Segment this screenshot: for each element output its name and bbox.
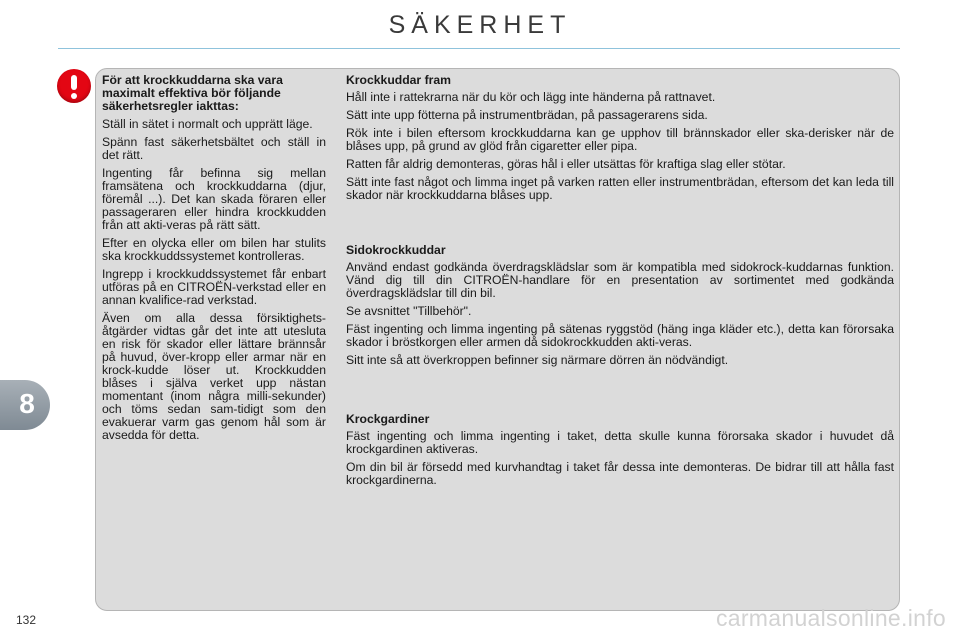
warning-paragraph: Ingrepp i krockkuddssystemet får enbart utföras på en CITROËN-verkstad eller en annan kvalifice-rad verkstad. bbox=[102, 267, 326, 307]
watermark: carmanualsonline.info bbox=[715, 605, 946, 631]
warning-paragraph: Spänn fast säkerhetsbältet och ställ in det rätt. bbox=[102, 135, 326, 162]
chapter-tab bbox=[0, 380, 50, 430]
warning-column bbox=[102, 74, 326, 447]
warning-paragraph: Ställ in sätet i normalt och upprätt läge. bbox=[102, 117, 313, 131]
section-paragraph: Ratten får aldrig demonteras, göras hål i eller utsättas för kraftiga slag eller stötar. bbox=[346, 157, 786, 171]
section-title: Krockkuddar fram bbox=[346, 73, 451, 87]
section-paragraph: Om din bil är försedd med kurvhandtag i taket får dessa inte demonteras. De bidrar till att hålla fast krockgardinerna. bbox=[346, 460, 894, 487]
section-paragraph: Sätt inte fast något och limma inget på varken ratten eller instrumentbrädan, eftersom det kan leda till skador när krockkuddarna blåses upp. bbox=[346, 175, 894, 202]
title-divider bbox=[58, 48, 900, 49]
section-side-airbags bbox=[346, 244, 894, 372]
section-paragraph: Sätt inte upp fötterna på instrumentbrädan, på passagerarens sida. bbox=[346, 108, 708, 122]
page-number: 132 bbox=[16, 613, 37, 627]
section-title: Sidokrockkuddar bbox=[346, 243, 446, 257]
section-paragraph: Sitt inte så att överkroppen befinner sig närmare dörren än nödvändigt. bbox=[346, 353, 729, 367]
section-paragraph: Använd endast godkända överdragsklädslar som är kompatibla med sidokrock-kuddarnas funktion. Vänd dig till din CITROËN-handlare för en presentation av sortimentet med godkända överdragsklädslar till din bil. bbox=[346, 260, 894, 300]
section-paragraph: Fäst ingenting och limma ingenting i taket, detta skulle kunna förorsaka skador i huvudet då krockgardinen aktiveras. bbox=[346, 429, 894, 456]
section-paragraph: Håll inte i rattekrarna när du kör och lägg inte händerna på rattnavet. bbox=[346, 90, 716, 104]
warning-paragraph: Ingenting får befinna sig mellan framsätena och krockkuddarna (djur, föremål ...). Det kan skada föraren eller passageraren eller hindra krockkudden från att akti-veras på rätt sätt. bbox=[102, 166, 326, 232]
section-title: Krockgardiner bbox=[346, 412, 430, 426]
section-paragraph: Fäst ingenting och limma ingenting på sätenas ryggstöd (häng inga kläder etc.), detta kan förorsaka skador i bröstkorgen eller armen då sidokrockkudden akti-veras. bbox=[346, 322, 894, 349]
chapter-number: 8 bbox=[19, 388, 35, 419]
exclamation-warning-icon bbox=[57, 69, 91, 103]
warning-paragraph: Även om alla dessa försiktighets-åtgärder vidtas går det inte att utesluta en risk för skador eller lättare brännsår på huvud, över-kropp eller armar när en krock-kudde löser ut. Krockkudden blåses i själva verket upp nästan momentant (inom några milli-sekunder) och töms sedan sam-tidigt som den evakuerar varm gas genom hål som är avsedda för detta. bbox=[102, 311, 326, 442]
section-curtain-airbags bbox=[346, 413, 894, 492]
page-title: SÄKERHET bbox=[388, 11, 572, 39]
section-paragraph: Rök inte i bilen eftersom krockkuddarna kan ge upphov till brännskador eller ska-derisker när de blåses upp, på grund av glöd från cigaretter eller pipa. bbox=[346, 126, 894, 153]
warning-paragraph: Efter en olycka eller om bilen har stulits ska krockkuddssystemet kontrolleras. bbox=[102, 236, 326, 263]
section-front-airbags bbox=[346, 74, 894, 207]
section-paragraph: Se avsnittet "Tillbehör". bbox=[346, 304, 472, 318]
warning-heading: För att krockkuddarna ska vara maximalt effektiva bör följande säkerhetsregler iakttas: bbox=[102, 73, 283, 113]
